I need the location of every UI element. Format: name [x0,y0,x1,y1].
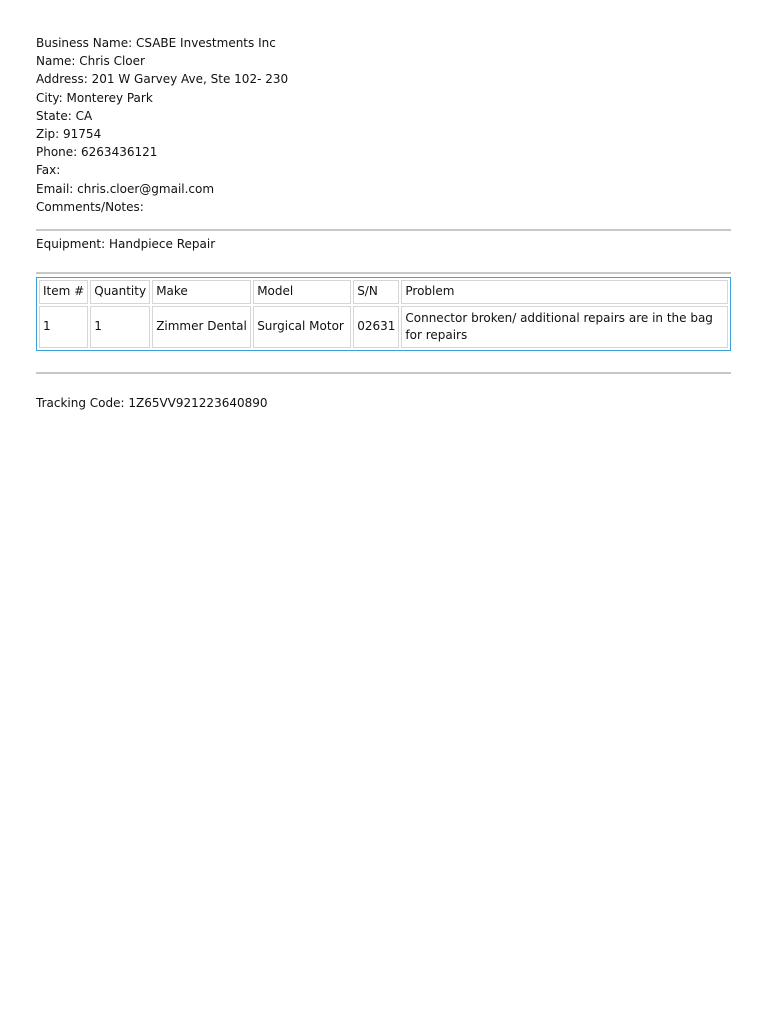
header-item-number: Item # [39,280,88,304]
contact-info [36,34,731,216]
cell-quantity: 1 [90,306,150,348]
header-quantity: Quantity [90,280,150,304]
header-problem: Problem [401,280,728,304]
name-line: Name: Chris Cloer [36,54,145,69]
table-row [39,306,728,348]
repair-form [36,34,731,412]
email-line: Email: chris.cloer@gmail.com [36,181,215,196]
cell-model: Surgical Motor [253,306,351,348]
items-table [36,277,731,351]
table-header-row [39,280,728,304]
fax-line: Fax: [36,163,61,178]
items-table-wrapper [36,277,731,351]
tracking-code-line: Tracking Code: 1Z65VV921223640890 [36,395,268,410]
comments-line: Comments/Notes: [36,199,144,214]
cell-serial-number: 02631 [353,306,399,348]
state-line: State: CA [36,108,93,123]
header-model: Model [253,280,351,304]
address-line: Address: 201 W Garvey Ave, Ste 102- 230 [36,72,289,87]
zip-line: Zip: 91754 [36,126,102,141]
cell-item-number: 1 [39,306,88,348]
header-serial-number: S/N [353,280,399,304]
divider-top [36,229,731,231]
city-line: City: Monterey Park [36,90,153,105]
cell-problem: Connector broken/ additional repairs are in the bag for repairs [401,306,728,348]
business-name-line: Business Name: CSABE Investments Inc [36,36,276,50]
cell-make: Zimmer Dental [152,306,251,348]
divider-equipment [36,272,731,274]
equipment-line: Equipment: Handpiece Repair [36,236,216,251]
header-make: Make [152,280,251,304]
divider-bottom [36,372,731,374]
phone-line: Phone: 6263436121 [36,145,158,160]
